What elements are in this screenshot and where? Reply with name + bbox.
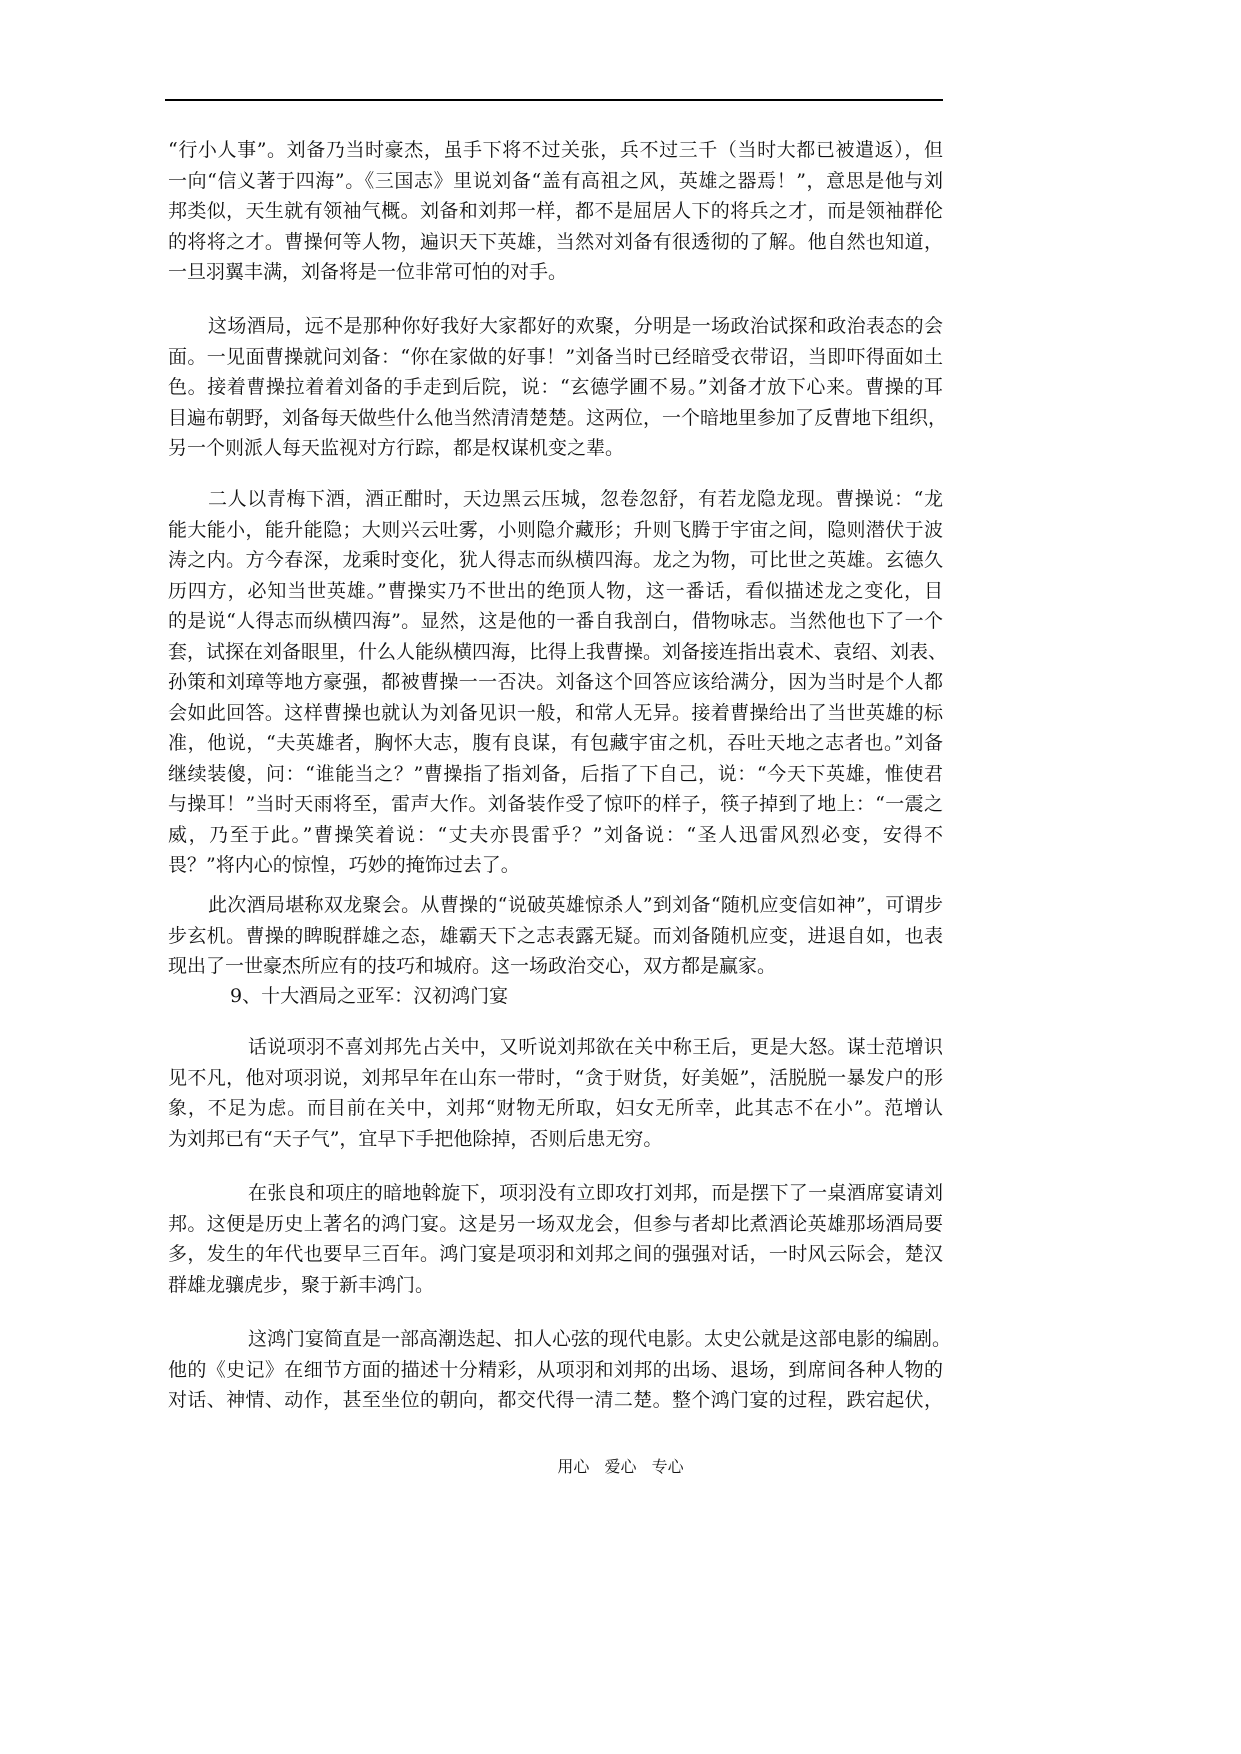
paragraph-line: 邦。这便是历史上著名的鸿门宴。这是另一场双龙会，但参与者却比煮酒论英雄那场酒局要 (168, 1212, 943, 1235)
paragraph-line: 此次酒局堪称双龙聚会。从曹操的“说破英雄惊杀人”到刘备“随机应变信如神”，可谓步 (208, 894, 943, 916)
paragraph-line: 一向“信义著于四海”。《三国志》里说刘备“盖有高祖之风，英雄之器焉！”，意思是他与刘 (168, 169, 943, 192)
paragraph-line: 威，乃至于此。”曹操笑着说：“丈夫亦畏雷乎？”刘备说：“圣人迅雷风烈必变，安得不 (168, 823, 943, 846)
paragraph-line: 邦类似，天生就有领袖气概。刘备和刘邦一样，都不是屈居人下的将兵之才，而是领袖群伦 (168, 200, 943, 222)
paragraph-line: 继续装傻，问：“谁能当之？”曹操指了指刘备，后指了下自己，说：“今天下英雄，惟使君 (168, 762, 943, 785)
paragraph-line: 二人以青梅下酒，酒正酣时，天边黑云压城，忽卷忽舒，有若龙隐龙现。曹操说：“龙 (208, 488, 943, 510)
paragraph-line: 能大能小，能升能隐；大则兴云吐雾，小则隐介藏形；升则飞腾于宇宙之间，隐则潜伏于波 (168, 518, 943, 541)
paragraph-line: 套，试探在刘备眼里，什么人能纵横四海，比得上我曹操。刘备接连指出袁术、袁绍、刘表、 (168, 640, 948, 663)
paragraph-line: 畏？”将内心的惊惶，巧妙的掩饰过去了。 (168, 854, 520, 876)
paragraph-line: 会如此回答。这样曹操也就认为刘备见识一般，和常人无异。接着曹操给出了当世英雄的标 (168, 701, 943, 724)
paragraph-line: 话说项羽不喜刘邦先占关中，又听说刘邦欲在关中称王后，更是大怒。谋士范增识 (248, 1036, 943, 1058)
paragraph-line: 色。接着曹操拉着着刘备的手走到后院，说：“玄德学圃不易。”刘备才放下心来。曹操的耳 (168, 376, 943, 398)
page-footer: 用心 爱心 专心 (557, 1457, 684, 1476)
paragraph-line: 见不凡，他对项羽说，刘邦早年在山东一带时，“贪于财货，好美姬”，活脱脱一暴发户的形 (168, 1066, 943, 1089)
paragraph-line: 步玄机。曹操的睥睨群雄之态，雄霸天下之志表露无疑。而刘备随机应变，进退自如，也表 (168, 924, 943, 947)
section-heading: 9、十大酒局之亚军：汉初鸿门宴 (230, 985, 509, 1007)
paragraph-line: 的将将之才。曹操何等人物，遍识天下英雄，当然对刘备有很透彻的了解。他自然也知道， (168, 230, 943, 253)
paragraph-line: 孙策和刘璋等地方豪强，都被曹操一一否决。刘备这个回答应该给满分，因为当时是个人都 (168, 671, 943, 693)
paragraph-line: 群雄龙骧虎步，聚于新丰鸿门。 (168, 1273, 435, 1296)
paragraph-line: 准，他说，“夫英雄者，胸怀大志，腹有良谋，有包藏宇宙之机，吞吐天地之志者也。”刘备 (168, 732, 943, 754)
paragraph-line: 一旦羽翼丰满，刘备将是一位非常可怕的对手。 (168, 261, 568, 283)
paragraph-line: 这场酒局，远不是那种你好我好大家都好的欢聚，分明是一场政治试探和政治表态的会 (208, 315, 943, 337)
paragraph-line: 在张良和项庄的暗地斡旋下，项羽没有立即攻打刘邦，而是摆下了一桌酒席宴请刘 (248, 1182, 943, 1204)
paragraph-line: 另一个则派人每天监视对方行踪，都是权谋机变之辈。 (168, 437, 625, 459)
paragraph-line: 多，发生的年代也要早三百年。鸿门宴是项羽和刘邦之间的强强对话，一时风云际会，楚汉 (168, 1243, 943, 1265)
paragraph-line: 现出了一世豪杰所应有的技巧和城府。这一场政治交心，双方都是赢家。 (168, 955, 777, 977)
paragraph-line: 的是说“人得志而纵横四海”。显然，这是他的一番自我剖白，借物咏志。当然他也下了一个 (168, 610, 943, 632)
header-rule (165, 99, 943, 101)
paragraph-line: “行小人事”。刘备乃当时豪杰，虽手下将不过关张，兵不过三千（当时大都已被遣返），但 (168, 139, 943, 161)
paragraph-line: 这鸿门宴简直是一部高潮迭起、扣人心弦的现代电影。太史公就是这部电影的编剧。 (248, 1328, 952, 1350)
paragraph-line: 象，不足为虑。而目前在关中，刘邦“财物无所取，妇女无所幸，此其志不在小”。范增认 (168, 1097, 943, 1119)
paragraph-line: 与操耳！”当时天雨将至，雷声大作。刘备装作受了惊吓的样子，筷子掉到了地上：“一震之 (168, 793, 943, 815)
paragraph-line: 面。一见面曹操就问刘备：“你在家做的好事！”刘备当时已经暗受衣带诏，当即吓得面如土 (168, 345, 943, 368)
paragraph-line: 历四方，必知当世英雄。”曹操实乃不世出的绝顶人物，这一番话，看似描述龙之变化，目 (168, 579, 943, 602)
paragraph-line: 对话、神情、动作，甚至坐位的朝向，都交代得一清二楚。整个鸿门宴的过程，跌宕起伏， (168, 1389, 943, 1411)
paragraph-line: 涛之内。方今春深，龙乘时变化，犹人得志而纵横四海。龙之为物，可比世之英雄。玄德久 (168, 549, 943, 571)
paragraph-line: 目遍布朝野，刘备每天做些什么他当然清清楚楚。这两位，一个暗地里参加了反曹地下组织， (168, 406, 948, 429)
paragraph-line: 为刘邦已有“天子气”，宜早下手把他除掉，否则后患无穷。 (168, 1127, 663, 1150)
paragraph-line: 他的《史记》在细节方面的描述十分精彩，从项羽和刘邦的出场、退场，到席间各种人物的 (168, 1358, 943, 1381)
